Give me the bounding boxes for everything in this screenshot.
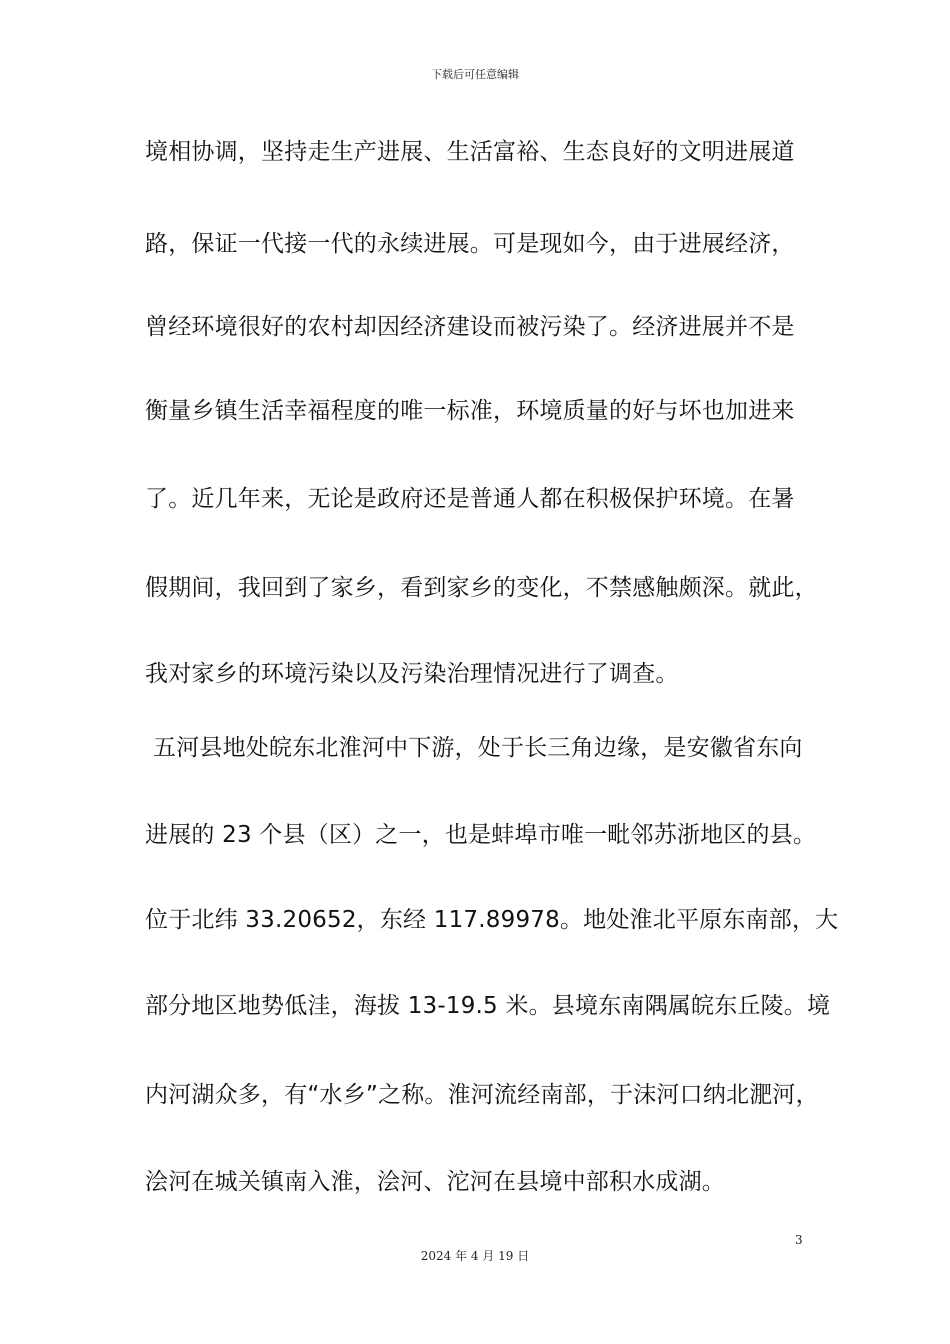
body-line: 浍河在城关镇南入淮，浍河、沱河在县境中部积水成湖。 [145,1169,725,1195]
body-line: 进展的 23 个县（区）之一，也是蚌埠市唯一毗邻苏浙地区的县。 [145,822,817,848]
body-line: 部分地区地势低洼，海拔 13-19.5 米。县境东南隅属皖东丘陵。境 [145,993,831,1019]
body-line: 境相协调，坚持走生产进展、生活富裕、生态良好的文明进展道 [145,139,795,165]
footer-date: 2024 年 4 月 19 日 [420,1249,530,1263]
header-note: 下载后可任意编辑 [431,68,519,81]
body-line: 内河湖众多，有“水乡”之称。淮河流经南部，于沫河口纳北淝河， [145,1082,819,1108]
body-line: 衡量乡镇生活幸福程度的唯一标准，环境质量的好与坏也加进来 [145,398,795,424]
body-line: 路，保证一代接一代的永续进展。可是现如今，由于进展经济， [145,231,795,257]
body-line: 了。近几年来，无论是政府还是普通人都在积极保护环境。在暑 [145,486,795,512]
body-line: 位于北纬 33.20652，东经 117.89978。地处淮北平原东南部，大 [145,907,839,933]
page-number: 3 [795,1233,803,1247]
body-line: 我对家乡的环境污染以及污染治理情况进行了调查。 [145,661,679,687]
body-line: 假期间，我回到了家乡，看到家乡的变化，不禁感触颇深。就此， [145,575,818,601]
body-line: 曾经环境很好的农村却因经济建设而被污染了。经济进展并不是 [145,314,795,340]
body-line: 五河县地处皖东北淮河中下游，处于长三角边缘，是安徽省东向 [153,735,803,761]
